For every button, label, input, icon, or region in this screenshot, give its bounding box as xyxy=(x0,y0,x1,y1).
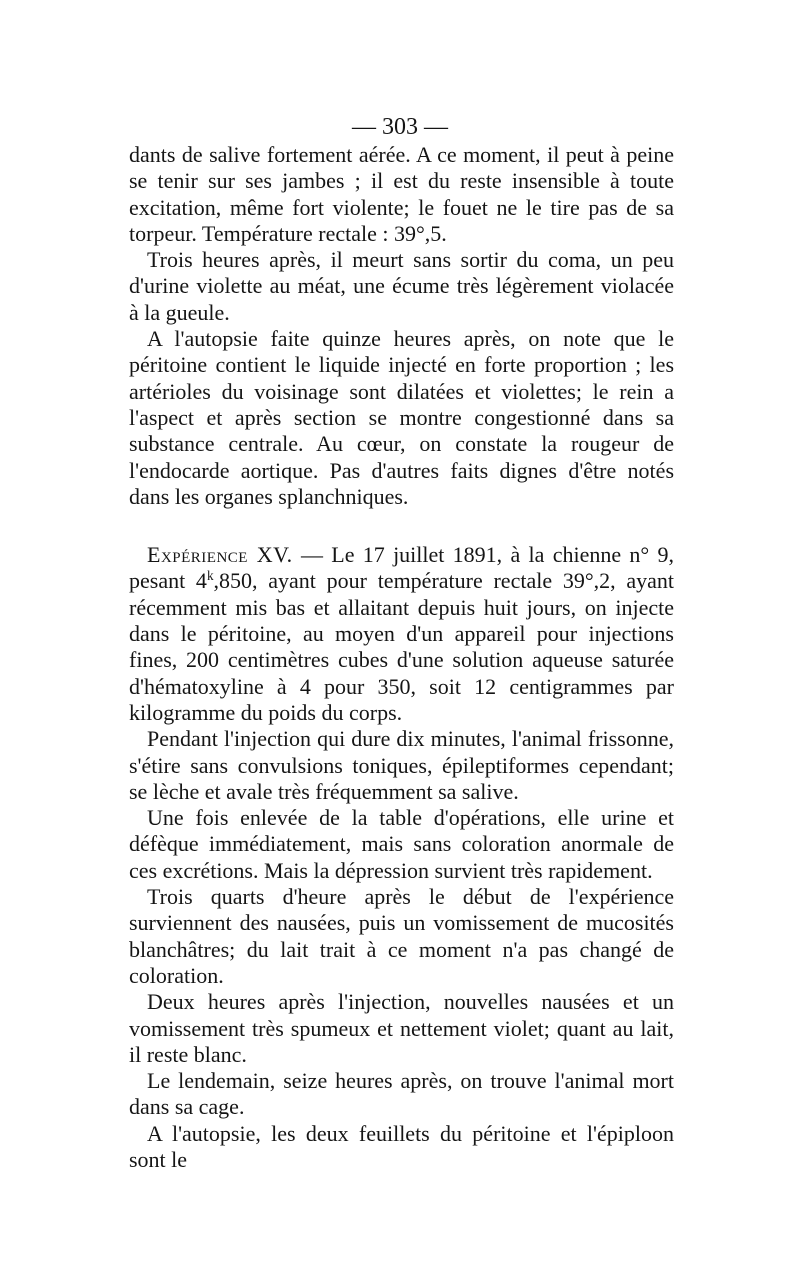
experience-heading: Expérience XV. xyxy=(147,542,293,568)
page-number: — 303 — xyxy=(352,114,448,140)
paragraph-experience-xv xyxy=(129,542,674,726)
paragraph-nausea: Trois quarts d'heure après le début de l'expérience surviennent des nausées, puis un vomissement de mucosités blanchâtres; du lait trait à ce moment n'a pas changé de coloration. xyxy=(129,884,674,988)
experience-unit-sup: k xyxy=(206,568,214,584)
paragraph-urine: Une fois enlevée de la table d'opérations, elle urine et défèque immédiatement, mais sans coloration anormale de ces excrétions. Mais la dépression survient très rapidement. xyxy=(129,805,674,883)
paragraph-autopsy: A l'autopsie faite quinze heures après, on note que le péritoine contient le liquide injecté en forte proportion ; les artérioles du voisinage sont dilatées et violettes; le rein a l'aspect et après section se montre congestionné dans sa substance centrale. Au cœur, on constate la rougeur de l'endocarde aortique. Pas d'autres faits dignes d'être notés dans les organes splanchniques. xyxy=(129,326,674,509)
paragraph-continuation: dants de salive fortement aérée. A ce moment, il peut à peine se tenir sur ses jambes ; il est du reste insensible à toute excitation, même fort violente; le fouet ne le tire pas de sa torpeur. Température rectale : 39°,5. xyxy=(129,142,674,246)
paragraph-final-autopsy: A l'autopsie, les deux feuillets du péritoine et l'épiploon sont le xyxy=(129,1120,674,1172)
experience-text-b: ,850, ayant pour température rectale 39°,2, ayant récemment mis bas et allaitant depuis huit jours, on injecte dans le péritoine, au moyen d'un appareil pour injections fines, 200 centimètres cubes d'une solution aqueuse saturée d'hématoxyline à 4 pour 350, soit 12 centigrammes par kilogramme du poids du corps. xyxy=(129,568,674,725)
paragraph-death: Trois heures après, il meurt sans sortir du coma, un peu d'urine violette au méat, une écume très légèrement violacée à la gueule. xyxy=(129,247,674,325)
paragraph-injection: Pendant l'injection qui dure dix minutes, l'animal frissonne, s'étire sans convulsions toniques, épileptiformes cependant; se lèche et avale très fréquemment sa salive. xyxy=(129,726,674,804)
experience-text-a: — Le 17 juillet 1891, à la chienne n° 9, pesant 4 xyxy=(129,542,675,594)
body-text xyxy=(129,142,674,1173)
paragraph-next-day: Le lendemain, seize heures après, on trouve l'animal mort dans sa cage. xyxy=(129,1068,674,1120)
paragraph-vomit: Deux heures après l'injection, nouvelles nausées et un vomissement très spumeux et nettement violet; quant au lait, il reste blanc. xyxy=(129,989,674,1067)
